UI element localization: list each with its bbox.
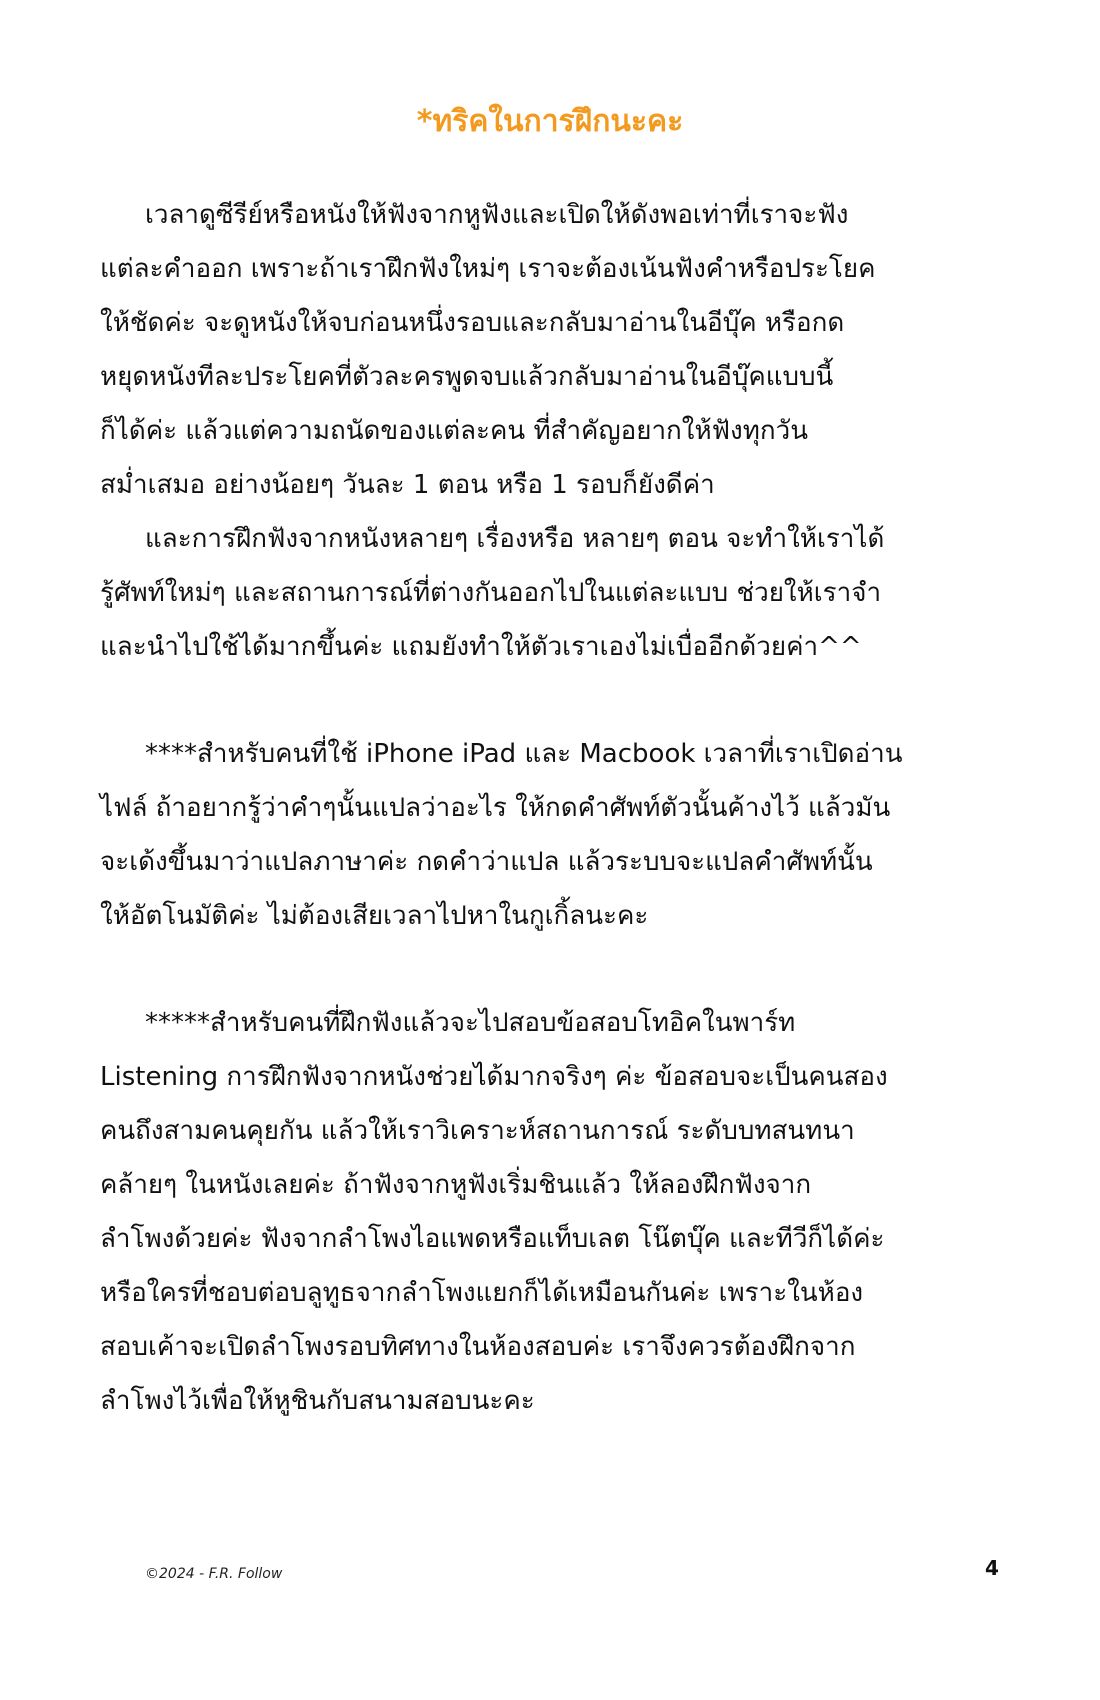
paragraph-line: สม่ำเสมอ อย่างน้อยๆ วันละ 1 ตอน หรือ 1 รอบก็ยังดีค่า — [100, 470, 715, 500]
paragraph-line: หรือใครที่ชอบต่อบลูทูธจากลำโพงแยกก็ได้เหมือนกันค่ะ เพราะในห้อง — [100, 1278, 864, 1308]
paragraph-line: *****สำหรับคนที่ฝึกฟังแล้วจะไปสอบข้อสอบโทอิคในพาร์ท — [145, 1008, 796, 1038]
paragraph-line: ลำโพงด้วยค่ะ ฟังจากลำโพงไอแพดหรือแท็บเลต โน๊ตบุ๊ค และทีวีก็ได้ค่ะ — [100, 1224, 885, 1254]
footer-copyright: ©2024 - F.R. Follow — [145, 1566, 283, 1582]
paragraph-line: ****สำหรับคนที่ใช้ iPhone iPad และ Macbook เวลาที่เราเปิดอ่าน — [145, 739, 903, 769]
paragraph-line: ไฟล์ ถ้าอยากรู้ว่าคำๆนั้นแปลว่าอะไร ให้กดคำศัพท์ตัวนั้นค้างไว้ แล้วมัน — [100, 793, 891, 823]
paragraph-line: และการฝึกฟังจากหนังหลายๆ เรื่องหรือ หลายๆ ตอน จะทำให้เราได้ — [145, 524, 885, 554]
paragraph-line: และนำไปใช้ได้มากขึ้นค่ะ แถมยังทำให้ตัวเราเองไม่เบื่ออีกด้วยค่า^^ — [100, 632, 862, 662]
paragraph-line: รู้ศัพท์ใหม่ๆ และสถานการณ์ที่ต่างกันออกไปในแต่ละแบบ ช่วยให้เราจำ — [100, 578, 882, 608]
paragraph-line: หยุดหนังทีละประโยคที่ตัวละครพูดจบแล้วกลับมาอ่านในอีบุ๊คแบบนี้ — [100, 362, 834, 392]
paragraph-line: Listening การฝึกฟังจากหนังช่วยได้มากจริงๆ ค่ะ ข้อสอบจะเป็นคนสอง — [100, 1062, 888, 1092]
paragraph-line: ลำโพงไว้เพื่อให้หูชินกับสนามสอบนะคะ — [100, 1386, 535, 1416]
page-title: *ทริคในการฝึกนะคะ — [416, 104, 684, 139]
paragraph-line: คนถึงสามคนคุยกัน แล้วให้เราวิเคราะห์สถานการณ์ ระดับบทสนทนา — [100, 1116, 855, 1146]
paragraph-line: ให้ชัดค่ะ จะดูหนังให้จบก่อนหนึ่งรอบและกลับมาอ่านในอีบุ๊ค หรือกด — [100, 308, 845, 338]
paragraph-line: แต่ละคำออก เพราะถ้าเราฝึกฟังใหม่ๆ เราจะต้องเน้นฟังคำหรือประโยค — [100, 254, 876, 284]
page-number: 4 — [985, 1556, 999, 1580]
paragraph-line: ให้อัตโนมัติค่ะ ไม่ต้องเสียเวลาไปหาในกูเกิ้ลนะคะ — [100, 901, 649, 931]
paragraph-line: เวลาดูซีรีย์หรือหนังให้ฟังจากหูฟังและเปิดให้ดังพอเท่าที่เราจะฟัง — [145, 200, 849, 230]
paragraph-line: จะเด้งขึ้นมาว่าแปลภาษาค่ะ กดคำว่าแปล แล้วระบบจะแปลคำศัพท์นั้น — [100, 847, 873, 877]
paragraph-line: ก็ได้ค่ะ แล้วแต่ความถนัดของแต่ละคน ที่สำคัญอยากให้ฟังทุกวัน — [100, 416, 808, 446]
paragraph-line: คล้ายๆ ในหนังเลยค่ะ ถ้าฟังจากหูฟังเริ่มชินแล้ว ให้ลองฝึกฟังจาก — [100, 1170, 812, 1200]
paragraph-line: สอบเค้าจะเปิดลำโพงรอบทิศทางในห้องสอบค่ะ เราจึงควรต้องฝึกจาก — [100, 1332, 856, 1362]
